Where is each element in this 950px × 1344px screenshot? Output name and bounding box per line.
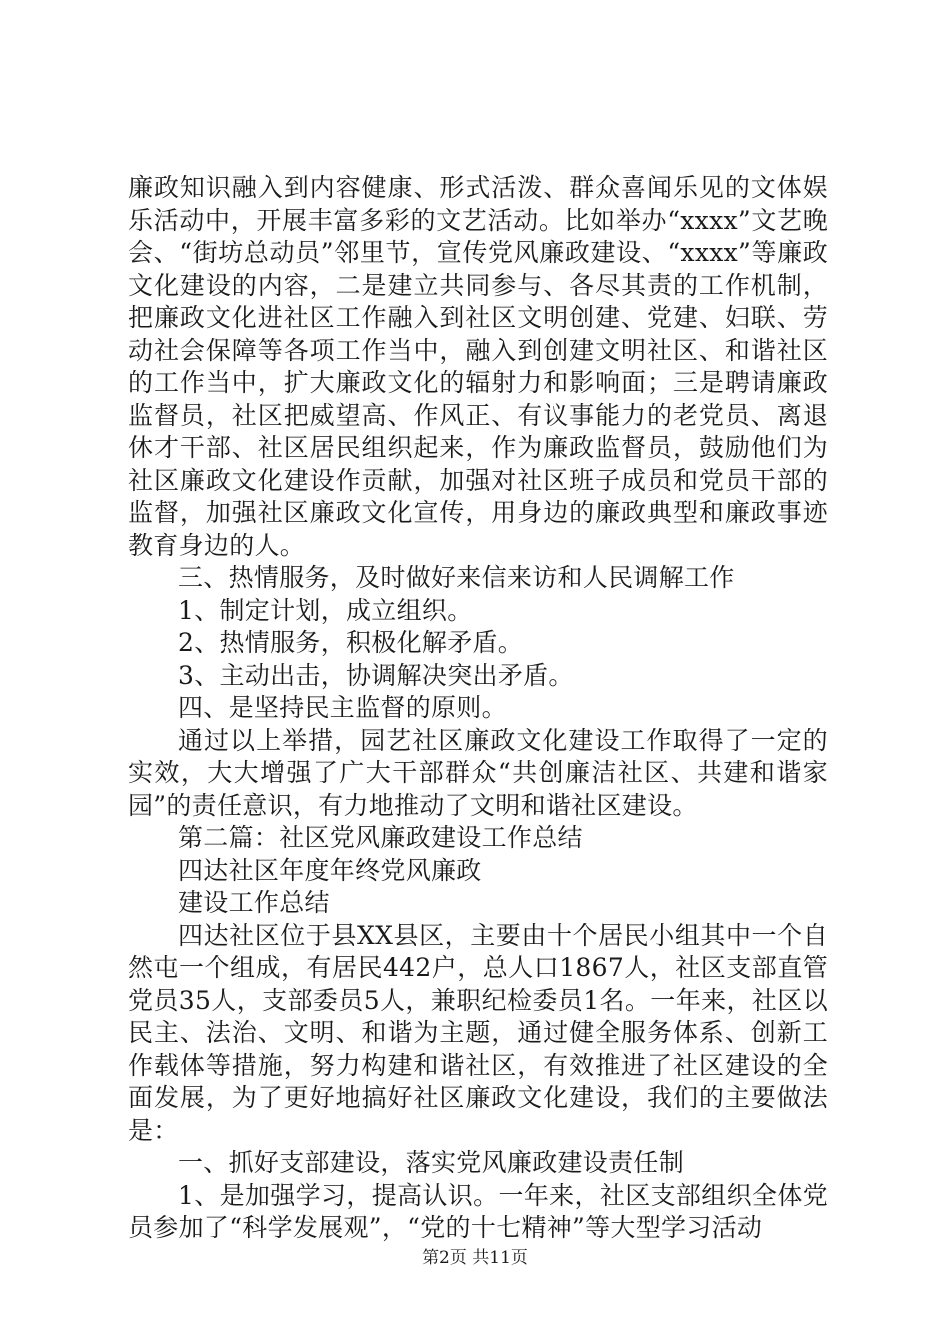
page-number-footer: 第2页 共11页 xyxy=(422,1248,528,1268)
chapter-title: 第二篇：社区党风廉政建设工作总结 xyxy=(178,823,583,852)
document-body xyxy=(128,172,828,1245)
list-item: 2、热情服务，积极化解矛盾。 xyxy=(178,628,524,657)
paragraph-item-1: 1、是加强学习，提高认识。一年来，社区支部组织全体党员参加了“科学发展观”，“党的十七精神”等大型学习活动 xyxy=(128,1180,828,1242)
list-item: 1、制定计划，成立组织。 xyxy=(178,595,473,625)
report-title-line-2: 建设工作总结 xyxy=(178,888,330,917)
section-heading-4: 四、是坚持民主监督的原则。 xyxy=(178,693,507,722)
paragraph-summary: 通过以上举措，园艺社区廉政文化建设工作取得了一定的实效，大大增强了广大干部群众“共创廉洁社区、共建和谐家园”的责任意识，有力地推动了文明和谐社区建设。 xyxy=(128,725,828,820)
list-item: 3、主动出击，协调解决突出矛盾。 xyxy=(178,660,574,690)
section-heading-1: 一、抓好支部建设，落实党风廉政建设责任制 xyxy=(178,1148,685,1177)
section-heading-3: 三、热情服务，及时做好来信来访和人民调解工作 xyxy=(178,563,735,592)
paragraph-continuation: 廉政知识融入到内容健康、形式活泼、群众喜闻乐见的文体娱乐活动中，开展丰富多彩的文艺活动。比如举办“xxxx”文艺晚会、“街坊总动员”邻里节，宣传党风廉政建设、“xxxx”等廉政文化建设的内容，二是建立共同参与、各尽其责的工作机制，把廉政文化进社区工作融入到社区文明创建、党建、妇联、劳动社会保障等各项工作当中，融入到创建文明社区、和谐社区的工作当中，扩大廉政文化的辐射力和影响面；三是聘请廉政监督员，社区把威望高、作风正、有议事能力的老党员、离退休才干部、社区居民组织起来，作为廉政监督员，鼓励他们为社区廉政文化建设作贡献，加强对社区班子成员和党员干部的监督，加强社区廉政文化宣传，用身边的廉政典型和廉政事迹教育身边的人。 xyxy=(128,173,828,560)
report-title-line-1: 四达社区年度年终党风廉政 xyxy=(178,855,482,885)
paragraph-intro: 四达社区位于县XX县区，主要由十个居民小组其中一个自然屯一个组成，有居民442户，总人口1867人，社区支部直管党员35人，支部委员5人，兼职纪检委员1名。一年来，社区以民主、法治、文明、和谐为主题，通过健全服务体系、创新工作载体等措施，努力构建和谐社区，有效推进了社区建设的全面发展，为了更好地搞好社区廉政文化建设，我们的主要做法是： xyxy=(128,920,828,1145)
